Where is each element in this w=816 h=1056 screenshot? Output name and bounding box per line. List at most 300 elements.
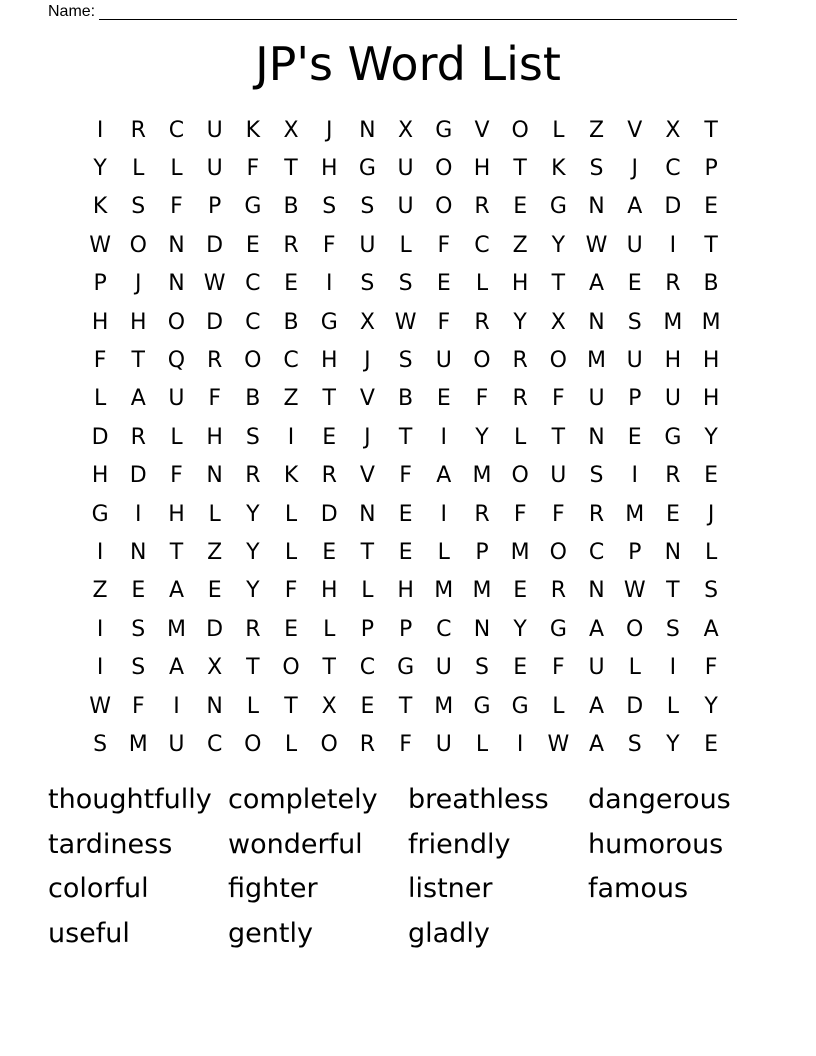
grid-letter: E xyxy=(704,463,719,489)
grid-letter: P xyxy=(398,616,413,642)
grid-letter: B xyxy=(245,386,261,412)
grid-letter: V xyxy=(627,117,643,143)
grid-letter: C xyxy=(665,156,681,182)
grid-letter: W xyxy=(89,232,111,258)
grid-letter: E xyxy=(704,194,719,220)
word-list-item: colorful xyxy=(48,873,149,904)
grid-letter: J xyxy=(135,271,142,297)
grid-letter: S xyxy=(627,309,642,335)
grid-letter: Y xyxy=(704,693,718,719)
grid-letter: X xyxy=(398,117,414,143)
grid-letter: I xyxy=(96,655,104,681)
grid-letter: C xyxy=(359,655,376,681)
grid-letter: E xyxy=(245,232,260,258)
grid-letter: U xyxy=(359,232,376,258)
grid-letter: A xyxy=(589,731,605,757)
grid-letter: R xyxy=(321,463,337,489)
grid-letter: U xyxy=(626,232,643,258)
grid-letter: I xyxy=(669,232,677,258)
grid-letter: L xyxy=(704,539,718,565)
grid-letter: B xyxy=(283,309,299,335)
grid-letter: Y xyxy=(513,616,527,642)
grid-letter: H xyxy=(168,501,185,527)
grid-letter: I xyxy=(669,655,677,681)
grid-letter: J xyxy=(631,156,638,182)
grid-letter: N xyxy=(130,539,147,565)
grid-letter: S xyxy=(589,463,604,489)
grid-letter: U xyxy=(588,386,605,412)
grid-letter: O xyxy=(473,348,491,374)
grid-letter: V xyxy=(474,117,490,143)
grid-letter: T xyxy=(131,348,145,374)
grid-letter: D xyxy=(626,693,644,719)
grid-letter: D xyxy=(129,463,147,489)
grid-letter: A xyxy=(130,386,146,412)
word-list-item: listner xyxy=(408,873,493,904)
grid-letter: N xyxy=(206,463,223,489)
grid-letter: V xyxy=(359,463,375,489)
grid-letter: R xyxy=(474,309,490,335)
grid-letter: F xyxy=(399,463,412,489)
grid-letter: L xyxy=(437,539,450,565)
grid-letter: H xyxy=(320,578,338,604)
grid-letter: H xyxy=(91,463,109,489)
grid-letter: X xyxy=(359,309,375,335)
grid-letter: S xyxy=(322,194,337,220)
word-list-item: gently xyxy=(228,917,313,949)
grid-letter: O xyxy=(129,232,147,258)
grid-letter: U xyxy=(435,655,452,681)
grid-letter: O xyxy=(511,117,529,143)
grid-letter: K xyxy=(551,156,566,182)
grid-letter: G xyxy=(549,616,567,642)
word-list-item: useful xyxy=(48,917,130,949)
grid-letter: E xyxy=(398,501,413,527)
grid-letter: T xyxy=(704,232,718,258)
grid-letter: P xyxy=(360,616,375,642)
grid-letter: A xyxy=(589,693,605,719)
grid-letter: Q xyxy=(167,348,186,374)
grid-letter: Y xyxy=(704,424,718,450)
grid-letter: A xyxy=(703,616,719,642)
grid-letter: M xyxy=(701,309,721,335)
grid-letter: E xyxy=(513,578,528,604)
grid-letter: G xyxy=(435,117,453,143)
grid-letter: O xyxy=(244,348,262,374)
grid-letter: M xyxy=(663,309,683,335)
grid-letter: U xyxy=(664,386,681,412)
grid-letter: C xyxy=(168,117,185,143)
grid-letter: E xyxy=(513,655,528,681)
grid-letter: M xyxy=(587,348,607,374)
grid-letter: Z xyxy=(283,386,299,412)
grid-letter: X xyxy=(321,693,337,719)
grid-letter: H xyxy=(702,348,720,374)
grid-letter: I xyxy=(173,693,180,719)
grid-letter: R xyxy=(359,731,376,757)
grid-letter: H xyxy=(397,578,414,604)
name-field xyxy=(48,0,748,20)
word-bank xyxy=(48,778,768,956)
grid-letter: Y xyxy=(475,424,489,450)
grid-letter: F xyxy=(552,655,565,681)
grid-letter: M xyxy=(434,693,454,719)
grid-letter: H xyxy=(320,156,338,182)
grid-letter: E xyxy=(360,693,375,719)
grid-letter: E xyxy=(284,616,298,642)
grid-letter: L xyxy=(208,501,221,527)
grid-letter: D xyxy=(206,232,224,258)
grid-letter: X xyxy=(283,117,299,143)
grid-letter: R xyxy=(130,117,146,143)
grid-letter: R xyxy=(550,578,566,604)
grid-letter: I xyxy=(96,539,104,565)
grid-letter: S xyxy=(589,156,604,182)
grid-letter: X xyxy=(207,655,223,681)
grid-letter: S xyxy=(93,731,108,757)
grid-letter: V xyxy=(359,386,375,412)
grid-letter: H xyxy=(511,271,529,297)
grid-letter: J xyxy=(364,424,371,450)
grid-letter: C xyxy=(436,616,452,642)
grid-letter: O xyxy=(549,348,567,374)
grid-letter: T xyxy=(284,693,298,719)
grid-letter: L xyxy=(170,424,183,450)
grid-letter: T xyxy=(398,424,413,450)
grid-letter: N xyxy=(588,194,605,220)
grid-letter: P xyxy=(475,539,489,565)
grid-letter: L xyxy=(284,539,298,565)
grid-letter: J xyxy=(364,348,371,374)
grid-letter: S xyxy=(131,194,146,220)
grid-letter: T xyxy=(322,386,336,412)
page-title: JP's Word List xyxy=(255,37,561,91)
grid-letter: M xyxy=(128,731,148,757)
grid-letter: R xyxy=(245,616,261,642)
grid-letter: O xyxy=(320,731,338,757)
grid-letter: S xyxy=(627,731,642,757)
grid-letter: U xyxy=(168,386,185,412)
grid-letter: N xyxy=(359,117,376,143)
grid-letter: R xyxy=(474,194,490,220)
grid-letter: P xyxy=(628,539,642,565)
grid-letter: C xyxy=(206,731,223,757)
grid-letter: L xyxy=(284,731,298,757)
grid-letter: O xyxy=(435,194,453,220)
grid-letter: T xyxy=(169,539,184,565)
grid-letter: H xyxy=(206,424,223,450)
grid-letter: P xyxy=(208,194,222,220)
grid-letter: T xyxy=(322,655,336,681)
name-underline xyxy=(99,5,737,20)
grid-letter: A xyxy=(436,463,452,489)
grid-letter: T xyxy=(398,693,413,719)
grid-letter: S xyxy=(474,655,489,681)
grid-letter: T xyxy=(551,271,566,297)
grid-letter: G xyxy=(397,655,415,681)
grid-letter: N xyxy=(588,578,605,604)
grid-letter: T xyxy=(284,156,298,182)
grid-letter: B xyxy=(398,386,414,412)
grid-letter: W xyxy=(585,232,608,258)
grid-letter: F xyxy=(170,194,183,220)
grid-letter: L xyxy=(132,156,145,182)
grid-letter: T xyxy=(666,578,680,604)
grid-letter: N xyxy=(359,501,376,527)
grid-letter: R xyxy=(130,424,146,450)
grid-letter: N xyxy=(168,271,185,297)
grid-letter: F xyxy=(437,309,451,335)
grid-letter: H xyxy=(130,309,147,335)
grid-letter: I xyxy=(287,424,295,450)
word-list-item: wonderful xyxy=(228,828,363,860)
grid-letter: S xyxy=(360,271,375,297)
word-list-item: famous xyxy=(588,873,689,904)
grid-letter: I xyxy=(96,117,104,143)
grid-letter: F xyxy=(513,501,527,527)
grid-letter: M xyxy=(625,501,645,527)
grid-letter: G xyxy=(473,693,491,719)
word-list-item: humorous xyxy=(588,828,724,860)
grid-letter: N xyxy=(473,616,491,642)
grid-letter: P xyxy=(704,156,718,182)
grid-letter: U xyxy=(588,655,605,681)
grid-letter: Y xyxy=(246,539,260,565)
grid-letter: F xyxy=(93,348,107,374)
grid-letter: H xyxy=(91,309,109,335)
grid-letter: G xyxy=(91,501,109,527)
grid-letter: L xyxy=(628,655,641,681)
grid-letter: T xyxy=(704,117,718,143)
grid-letter: G xyxy=(664,424,682,450)
grid-letter: R xyxy=(665,271,681,297)
grid-letter: E xyxy=(322,424,337,450)
grid-letter: F xyxy=(552,386,565,412)
grid-letter: S xyxy=(131,655,146,681)
word-list-item: thoughtfully xyxy=(48,784,212,815)
grid-letter: E xyxy=(627,424,642,450)
grid-letter: I xyxy=(516,731,524,757)
grid-letter: H xyxy=(473,156,491,182)
grid-letter: T xyxy=(246,655,260,681)
grid-letter: U xyxy=(206,117,223,143)
grid-letter: S xyxy=(245,424,260,450)
grid-letter: E xyxy=(665,501,680,527)
grid-letter: S xyxy=(398,271,413,297)
grid-letter: A xyxy=(589,271,605,297)
grid-letter: F xyxy=(170,463,183,489)
grid-letter: K xyxy=(245,117,261,143)
grid-letter: R xyxy=(245,463,261,489)
grid-letter: B xyxy=(703,271,719,297)
word-list-item: dangerous xyxy=(588,784,731,815)
grid-letter: W xyxy=(394,309,417,335)
grid-letter: I xyxy=(96,616,104,642)
grid-letter: G xyxy=(511,693,529,719)
grid-letter: G xyxy=(358,156,376,182)
grid-letter: I xyxy=(631,463,638,489)
grid-letter: P xyxy=(93,271,107,297)
grid-letter: W xyxy=(623,578,646,604)
grid-letter: F xyxy=(437,232,451,258)
grid-letter: R xyxy=(588,501,605,527)
grid-letter: A xyxy=(168,578,184,604)
grid-letter: O xyxy=(549,539,567,565)
grid-letter: U xyxy=(435,348,452,374)
grid-letter: J xyxy=(707,501,715,527)
grid-letter: L xyxy=(666,693,680,719)
name-label: Name: xyxy=(48,3,96,20)
grid-letter: E xyxy=(704,731,719,757)
grid-letter: L xyxy=(475,731,489,757)
word-list-item: completely xyxy=(228,784,378,815)
grid-letter: Y xyxy=(246,578,260,604)
grid-letter: M xyxy=(510,539,530,565)
grid-letter: F xyxy=(552,501,565,527)
grid-letter: E xyxy=(627,271,642,297)
grid-letter: C xyxy=(588,539,605,565)
grid-letter: R xyxy=(283,232,299,258)
grid-letter: K xyxy=(283,463,299,489)
grid-letter: M xyxy=(434,578,454,604)
grid-letter: U xyxy=(550,463,567,489)
grid-letter: F xyxy=(246,156,260,182)
grid-letter: F xyxy=(399,731,412,757)
word-list-item: breathless xyxy=(408,784,549,815)
grid-letter: F xyxy=(131,693,145,719)
grid-letter: L xyxy=(93,386,107,412)
grid-letter: G xyxy=(320,309,338,335)
grid-letter: N xyxy=(588,424,605,450)
grid-letter: L xyxy=(323,616,336,642)
grid-letter: W xyxy=(203,271,226,297)
grid-letter: D xyxy=(91,424,109,450)
letter-grid xyxy=(81,111,730,764)
grid-letter: Z xyxy=(207,539,223,565)
grid-letter: J xyxy=(325,117,333,143)
grid-letter: T xyxy=(551,424,566,450)
grid-letter: C xyxy=(283,348,299,374)
grid-letter: K xyxy=(92,194,108,220)
grid-letter: U xyxy=(435,731,452,757)
word-list-item: gladly xyxy=(408,917,490,949)
grid-letter: R xyxy=(474,501,490,527)
grid-letter: N xyxy=(588,309,605,335)
grid-letter: N xyxy=(168,232,185,258)
grid-letter: Y xyxy=(93,156,107,182)
grid-letter: Z xyxy=(92,578,108,604)
grid-letter: G xyxy=(244,194,262,220)
grid-letter: U xyxy=(168,731,185,757)
grid-letter: D xyxy=(664,194,682,220)
grid-letter: I xyxy=(440,424,448,450)
word-list-item: tardiness xyxy=(48,828,173,860)
grid-letter: C xyxy=(245,271,261,297)
grid-letter: L xyxy=(475,271,489,297)
grid-letter: R xyxy=(207,348,223,374)
grid-letter: F xyxy=(475,386,489,412)
grid-letter: X xyxy=(550,309,566,335)
grid-letter: I xyxy=(135,501,142,527)
grid-letter: L xyxy=(361,578,374,604)
grid-letter: N xyxy=(206,693,223,719)
grid-letter: M xyxy=(472,463,492,489)
grid-letter: E xyxy=(131,578,146,604)
grid-letter: F xyxy=(284,578,298,604)
grid-letter: C xyxy=(245,309,261,335)
grid-letter: U xyxy=(626,348,643,374)
grid-letter: N xyxy=(664,539,682,565)
grid-letter: S xyxy=(131,616,146,642)
grid-letter: U xyxy=(206,156,223,182)
grid-letter: E xyxy=(322,539,337,565)
grid-letter: Z xyxy=(588,117,605,143)
grid-letter: E xyxy=(398,539,413,565)
grid-letter: H xyxy=(320,348,338,374)
grid-letter: F xyxy=(704,655,718,681)
grid-letter: F xyxy=(208,386,221,412)
grid-letter: L xyxy=(514,424,527,450)
grid-letter: Y xyxy=(551,232,566,258)
grid-letter: O xyxy=(511,463,529,489)
grid-letter: S xyxy=(398,348,413,374)
grid-letter: E xyxy=(436,271,451,297)
grid-letter: L xyxy=(246,693,259,719)
grid-letter: T xyxy=(513,156,527,182)
grid-letter: O xyxy=(626,616,644,642)
word-list-item: friendly xyxy=(408,828,511,860)
grid-letter: I xyxy=(440,501,448,527)
grid-letter: E xyxy=(207,578,222,604)
grid-letter: E xyxy=(436,386,451,412)
grid-letter: L xyxy=(399,232,412,258)
grid-letter: Y xyxy=(513,309,527,335)
grid-letter: A xyxy=(589,616,605,642)
grid-letter: Y xyxy=(246,501,260,527)
grid-letter: G xyxy=(549,194,567,220)
grid-letter: C xyxy=(474,232,490,258)
grid-letter: R xyxy=(512,348,528,374)
grid-letter: E xyxy=(284,271,298,297)
grid-letter: H xyxy=(664,348,682,374)
grid-letter: F xyxy=(322,232,336,258)
grid-letter: S xyxy=(665,616,680,642)
grid-letter: P xyxy=(628,386,642,412)
grid-letter: Y xyxy=(666,731,680,757)
grid-letter: O xyxy=(167,309,186,335)
grid-letter: R xyxy=(665,463,681,489)
grid-letter: A xyxy=(627,194,643,220)
grid-letter: U xyxy=(397,194,414,220)
grid-letter: B xyxy=(283,194,299,220)
grid-letter: Z xyxy=(512,232,528,258)
grid-letter: D xyxy=(206,309,224,335)
grid-letter: U xyxy=(397,156,414,182)
grid-letter: O xyxy=(244,731,262,757)
grid-letter: L xyxy=(170,156,183,182)
grid-letter: I xyxy=(325,271,333,297)
grid-letter: M xyxy=(472,578,492,604)
grid-letter: T xyxy=(360,539,375,565)
word-list-item: fighter xyxy=(228,873,318,904)
grid-letter: H xyxy=(702,386,720,412)
grid-letter: M xyxy=(166,616,186,642)
grid-letter: D xyxy=(320,501,338,527)
grid-letter: E xyxy=(513,194,528,220)
grid-letter: O xyxy=(282,655,300,681)
grid-letter: D xyxy=(206,616,224,642)
grid-letter: L xyxy=(284,501,298,527)
